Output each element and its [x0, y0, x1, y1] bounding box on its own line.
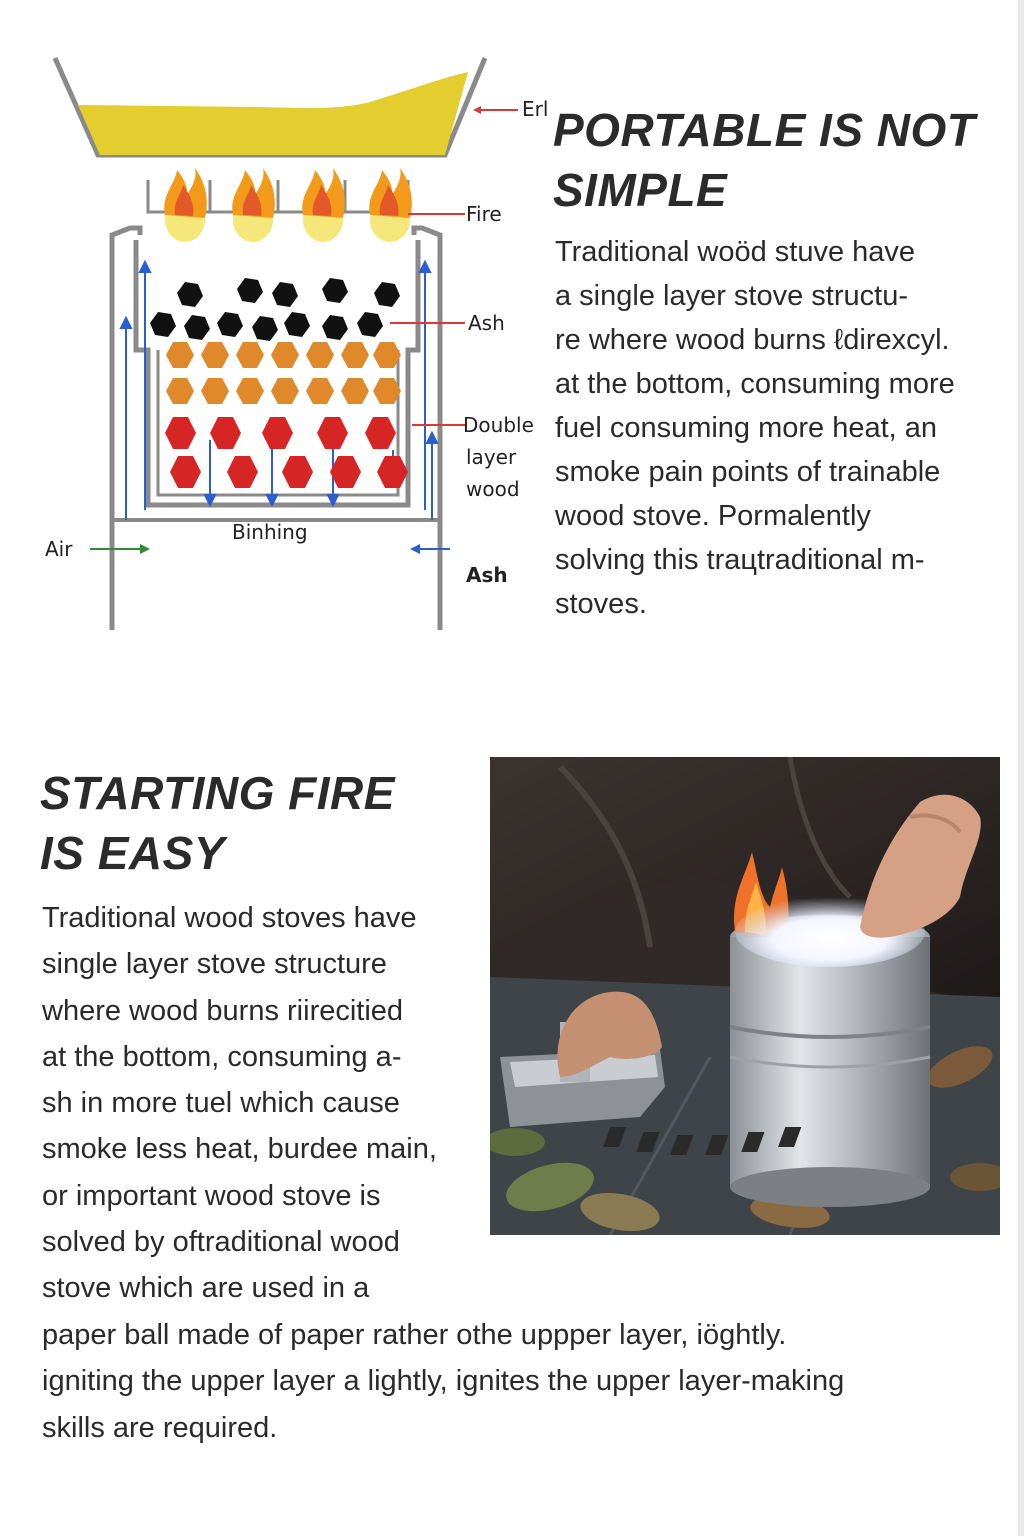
pot-contents [78, 72, 468, 155]
section2-title [40, 763, 440, 883]
para2-line: or important wood stove is [42, 1179, 381, 1212]
para2-line: where wood burns riirecitied [42, 994, 404, 1027]
para2-line: at the bottom, consuming a- [42, 1040, 402, 1073]
label-double-3: wood [466, 477, 520, 501]
char-layer [150, 278, 400, 341]
section1-title-line2: SIMPLE [553, 164, 728, 216]
pointer-top-head [473, 106, 481, 114]
label-fire: Fire [466, 202, 502, 226]
section1-paragraph [555, 230, 1015, 626]
label-double-1: Double [463, 413, 534, 437]
label-bottom: Binhing [232, 520, 308, 544]
para2-line: Traditional wood stoves have [42, 902, 417, 934]
label-ash: Ash [468, 311, 505, 335]
para2-line: stove which are used in a [42, 1272, 370, 1305]
para1-line: at the bottom, consuming more [555, 368, 955, 400]
section2-paragraph-full [42, 1312, 1002, 1451]
para2-line: solved by oftraditional wood [42, 1226, 400, 1259]
section1-title [553, 100, 993, 220]
para2-line: skills are required. [42, 1411, 278, 1444]
para1-line: solving this traцtraditional m- [555, 544, 925, 576]
stove-diagram [40, 50, 550, 650]
para2-line: sh in more tuel which cause [42, 1087, 400, 1120]
para1-line: a single layer stove structu- [555, 280, 908, 312]
flame-icon [369, 168, 412, 242]
section1-title-line1: PORTABLE IS NOT [553, 104, 976, 156]
air-arrow-head [140, 544, 150, 554]
para1-line: stoves. [555, 588, 647, 620]
para1-line: Traditional woöd stuve have [555, 236, 916, 268]
photo-illustration [490, 757, 1000, 1235]
orange-wood-layer [166, 342, 401, 404]
label-double-2: layer [466, 445, 517, 469]
section2-title-line1: STARTING FIRE [40, 767, 395, 819]
para2-line: paper ball made of paper rather othe uppper layer, iöghtly. [42, 1319, 787, 1351]
air-arrow-right-head [410, 544, 420, 554]
para2-line: smoke less heat, burdee main, [42, 1133, 437, 1166]
red-wood-layer [165, 417, 408, 488]
para1-line: smoke pain points of trainable [555, 456, 941, 488]
page-edge [1018, 0, 1024, 1536]
label-ash-bottom: Ash [466, 563, 508, 587]
label-air: Air [45, 537, 73, 561]
section2-paragraph-left [42, 895, 482, 1312]
flame-icon [164, 168, 207, 242]
section2-title-line2: IS EASY [40, 827, 226, 879]
para1-line: fuel consuming more heat, an [555, 412, 938, 444]
para1-line: re where wood burns ℓdirexcyl. [555, 324, 950, 356]
wood-stove-photo [490, 757, 1000, 1235]
para2-line: igniting the upper layer a lightly, ignites the upper layer-making [42, 1365, 845, 1398]
flame-icon [302, 168, 345, 242]
flame-icon [232, 168, 275, 242]
para2-line: single layer stove structure [42, 948, 387, 981]
label-top: Erl [522, 97, 549, 121]
para1-line: wood stove. Pormalently [555, 500, 871, 532]
